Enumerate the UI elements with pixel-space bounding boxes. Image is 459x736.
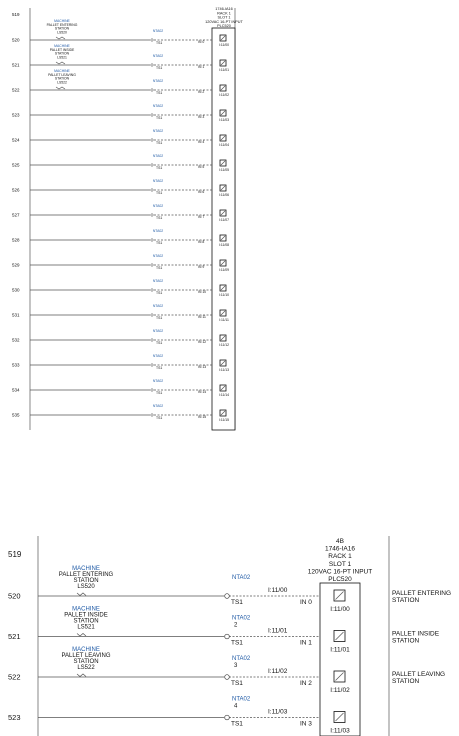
top-terminal-circle	[151, 89, 153, 91]
top-input-address: I:11/15	[218, 418, 230, 422]
bottom-header-rung-number: 519	[8, 550, 22, 559]
bottom-device-label: PALLET ENTERING	[58, 572, 114, 578]
top-ladder-overview	[12, 7, 243, 430]
top-input-number: IN 7	[198, 215, 205, 219]
bottom-device-label: LS521	[77, 624, 95, 631]
top-device-label: MACHINE	[54, 44, 70, 48]
top-rung-number: 533	[12, 362, 20, 368]
top-input-address: I:11/07	[218, 218, 230, 222]
top-terminal-label: TS1	[156, 391, 163, 395]
top-device-label: PALLET INSIDE	[49, 47, 75, 52]
top-terminal-label: TS1	[156, 141, 163, 145]
top-limit-switch-symbol	[56, 62, 65, 64]
bottom-description: STATION	[392, 637, 420, 645]
top-device-label: LS521	[57, 55, 67, 60]
top-device-label: STATION	[54, 76, 70, 81]
top-input-address: I:11/02	[218, 93, 230, 97]
top-terminal-label: TS1	[156, 66, 163, 70]
top-rung-number: 525	[12, 162, 20, 168]
top-device-label: MACHINE	[54, 69, 70, 73]
top-module-line: 1746-IA16	[215, 7, 233, 11]
bottom-device-label: MACHINE	[72, 606, 100, 613]
top-terminal-label: TS1	[156, 116, 163, 120]
top-terminal-label: TS1	[156, 241, 163, 245]
bottom-description: STATION	[392, 597, 420, 604]
top-terminal-label: TS1	[156, 416, 163, 420]
bottom-device-label: LS520	[77, 584, 95, 590]
top-wire-tag: NTA02	[152, 204, 164, 208]
top-wire-tag: NTA02	[152, 329, 164, 333]
top-wire-tag: NTA02	[152, 79, 164, 83]
top-input-address: I:11/13	[218, 368, 230, 372]
top-device-label: PALLET LEAVING	[48, 72, 76, 77]
bottom-device-label: STATION	[73, 618, 99, 625]
bottom-wire-tag-number: 4	[234, 703, 238, 710]
bottom-module-line: 1746-IA16	[325, 545, 355, 553]
bottom-wire-tag-number: 2	[234, 622, 238, 629]
bottom-rung-number: 521	[8, 632, 21, 641]
top-input-number: IN 10	[198, 290, 207, 294]
top-rung-number: 532	[12, 337, 20, 343]
top-rung	[12, 204, 229, 222]
top-input-number: IN 11	[198, 315, 206, 319]
bottom-limit-switch-symbol	[77, 634, 86, 637]
top-input-number: IN 5	[198, 165, 205, 169]
top-rung	[12, 304, 229, 322]
bottom-wire-tag-number: 3	[234, 663, 238, 669]
top-input-number: IN 12	[198, 340, 207, 344]
bottom-module-line: PLC520	[328, 576, 352, 583]
top-input-address: I:11/09	[218, 268, 230, 272]
bottom-device-label: PALLET INSIDE	[64, 612, 108, 619]
bottom-terminal-label: TS1	[231, 639, 243, 647]
top-input-number: IN 8	[198, 240, 205, 244]
top-terminal-circle	[151, 189, 153, 191]
top-device-label: LS520	[57, 30, 67, 35]
top-terminal-circle	[151, 114, 153, 116]
bottom-rung	[8, 647, 445, 694]
top-module-line: SLOT 1	[217, 15, 231, 20]
top-terminal-label: TS1	[156, 366, 163, 370]
top-input-number: IN 2	[198, 90, 205, 94]
top-rung	[12, 279, 229, 297]
bottom-description: PALLET LEAVING	[392, 671, 446, 678]
top-terminal-circle	[151, 39, 153, 41]
top-rung	[12, 229, 229, 247]
bottom-wire-tag: NTA02	[232, 696, 251, 703]
top-wire-tag: NTA02	[152, 54, 164, 58]
top-input-number: IN 4	[198, 140, 205, 144]
top-input-address: I:11/08	[218, 243, 230, 247]
bottom-input-address: I:11/01	[330, 646, 350, 654]
top-wire-tag: NTA02	[152, 404, 164, 408]
top-rung-number: 534	[12, 387, 20, 393]
top-input-number: IN 3	[198, 115, 205, 119]
top-input-address: I:11/12	[218, 343, 230, 347]
top-terminal-circle	[151, 64, 153, 66]
top-rung	[12, 404, 229, 422]
bottom-limit-switch-symbol	[77, 593, 86, 596]
top-terminal-circle	[151, 264, 153, 266]
top-input-number: IN 15	[198, 415, 207, 419]
top-wire-tag: NTA02	[152, 104, 164, 108]
top-input-number: IN 13	[198, 365, 207, 369]
top-rung-number: 528	[12, 237, 20, 243]
top-rung-number: 535	[12, 412, 20, 418]
bottom-module-label	[308, 538, 372, 583]
bottom-input-address: I:11/03	[330, 727, 350, 735]
top-rung	[12, 44, 229, 72]
top-terminal-label: TS1	[156, 341, 163, 345]
bottom-description: STATION	[392, 678, 420, 685]
top-device-label: LS522	[57, 80, 67, 85]
top-rung	[12, 154, 229, 172]
bottom-wire-number: I:11/01	[268, 627, 288, 635]
top-module-line: PLC520	[217, 24, 231, 29]
bottom-wire-tag: NTA02	[232, 575, 251, 581]
top-input-address: I:11/05	[218, 168, 230, 172]
top-terminal-label: TS1	[156, 266, 163, 270]
top-terminal-circle	[151, 289, 153, 291]
bottom-device-label: STATION	[73, 659, 99, 665]
bottom-terminal-label: TS1	[231, 599, 243, 606]
top-module-line: 120VAC 16-PT INPUT	[205, 19, 243, 24]
top-rung	[12, 69, 229, 97]
top-rung-number: 522	[12, 87, 20, 93]
top-input-number: IN 1	[198, 65, 205, 69]
top-limit-switch-symbol	[56, 37, 65, 39]
top-rung-number: 527	[12, 212, 20, 218]
top-terminal-label: TS1	[156, 91, 163, 95]
bottom-rung-number: 523	[8, 713, 21, 722]
bottom-module-line: 120VAC 16-PT INPUT	[307, 568, 373, 576]
bottom-terminal-circle	[225, 675, 230, 680]
bottom-device-label: STATION	[73, 578, 99, 584]
bottom-limit-switch-symbol	[77, 674, 86, 677]
top-input-address: I:11/01	[218, 68, 230, 72]
bottom-terminal-circle	[225, 715, 230, 720]
bottom-input-number: IN 1	[300, 639, 312, 647]
top-rung	[12, 329, 229, 347]
top-rung-number: 530	[12, 287, 20, 293]
top-input-address: I:11/04	[218, 143, 230, 147]
top-input-number: IN 14	[198, 390, 207, 394]
top-terminal-label: TS1	[156, 191, 163, 195]
bottom-device-label: LS522	[77, 665, 95, 671]
top-wire-tag: NTA02	[152, 254, 164, 258]
top-rung	[12, 354, 229, 372]
top-wire-tag: NTA02	[152, 129, 164, 133]
top-header-rung-number: 519	[12, 12, 20, 17]
top-wire-tag: NTA02	[152, 379, 164, 383]
top-rung	[12, 379, 229, 397]
bottom-description: PALLET INSIDE	[392, 630, 440, 638]
bottom-rung-number: 520	[8, 591, 21, 601]
top-terminal-label: TS1	[156, 41, 163, 45]
bottom-terminal-circle	[225, 634, 230, 639]
top-wire-tag: NTA02	[152, 179, 164, 183]
bottom-input-number: IN 0	[300, 599, 312, 606]
bottom-wire-number: I:11/03	[268, 708, 288, 716]
top-module-label	[205, 7, 243, 28]
top-terminal-label: TS1	[156, 291, 163, 295]
top-rung-number: 529	[12, 262, 20, 268]
top-rung-number: 520	[12, 37, 20, 43]
top-terminal-label: TS1	[156, 166, 163, 170]
bottom-module-line: SLOT 1	[328, 560, 352, 568]
top-wire-tag: NTA02	[152, 354, 164, 358]
bottom-input-address: I:11/00	[330, 606, 350, 613]
bottom-ladder-detail	[8, 536, 451, 736]
top-rung	[12, 254, 229, 272]
top-input-address: I:11/03	[218, 118, 230, 122]
top-device-label: MACHINE	[54, 19, 70, 23]
top-input-address: I:11/10	[218, 293, 230, 297]
top-device-label: STATION	[54, 51, 70, 56]
top-wire-tag: NTA02	[152, 154, 164, 158]
top-rung	[12, 104, 229, 122]
bottom-module-line: 4B	[336, 538, 344, 545]
bottom-device-label: PALLET LEAVING	[61, 653, 111, 659]
top-input-address: I:11/11	[219, 318, 229, 322]
bottom-terminal-label: TS1	[231, 680, 243, 687]
bottom-input-number: IN 2	[300, 680, 312, 687]
top-module-line: RACK 1	[217, 11, 231, 16]
top-device-label: STATION	[54, 26, 70, 31]
bottom-wire-number: I:11/02	[268, 668, 288, 675]
top-terminal-label: TS1	[156, 216, 163, 220]
bottom-input-number: IN 3	[300, 720, 312, 728]
bottom-wire-tag: NTA02	[232, 656, 251, 662]
bottom-rung-number: 522	[8, 672, 21, 682]
top-terminal-circle	[151, 139, 153, 141]
top-rung	[12, 19, 229, 47]
bottom-rung	[8, 697, 350, 735]
top-rung-number: 526	[12, 187, 20, 193]
top-terminal-circle	[151, 414, 153, 416]
top-rung-number: 523	[12, 112, 20, 118]
top-wire-tag: NTA02	[152, 304, 164, 308]
top-terminal-circle	[151, 339, 153, 341]
top-terminal-circle	[151, 164, 153, 166]
bottom-input-address: I:11/02	[330, 687, 350, 694]
top-terminal-label: TS1	[156, 316, 163, 320]
top-input-address: I:11/06	[218, 193, 230, 197]
top-terminal-circle	[151, 214, 153, 216]
top-rung	[12, 129, 229, 147]
top-wire-tag: NTA02	[152, 279, 164, 283]
top-input-number: IN 0	[198, 40, 205, 44]
bottom-device-label: MACHINE	[72, 566, 100, 572]
bottom-module-line: RACK 1	[328, 553, 352, 561]
bottom-wire-number: I:11/00	[268, 587, 288, 594]
bottom-terminal-label: TS1	[231, 720, 243, 728]
top-device-label: PALLET ENTERING	[46, 22, 78, 27]
top-terminal-circle	[151, 389, 153, 391]
bottom-wire-tag: NTA02	[232, 615, 251, 622]
top-wire-tag: NTA02	[152, 229, 164, 233]
bottom-terminal-circle	[225, 594, 230, 599]
bottom-description: PALLET ENTERING	[392, 590, 451, 597]
top-rung-number: 531	[12, 312, 20, 318]
top-rung	[12, 179, 229, 197]
top-rung-number: 521	[12, 62, 20, 68]
top-limit-switch-symbol	[56, 87, 65, 89]
top-wire-tag: NTA02	[152, 29, 164, 33]
top-rung-number: 524	[12, 137, 20, 143]
top-terminal-circle	[151, 314, 153, 316]
bottom-device-label: MACHINE	[72, 647, 100, 653]
top-input-address: I:11/14	[218, 393, 230, 397]
top-input-address: I:11/00	[218, 43, 230, 47]
top-terminal-circle	[151, 364, 153, 366]
top-input-number: IN 9	[198, 265, 205, 269]
top-input-number: IN 6	[198, 190, 205, 194]
top-terminal-circle	[151, 239, 153, 241]
